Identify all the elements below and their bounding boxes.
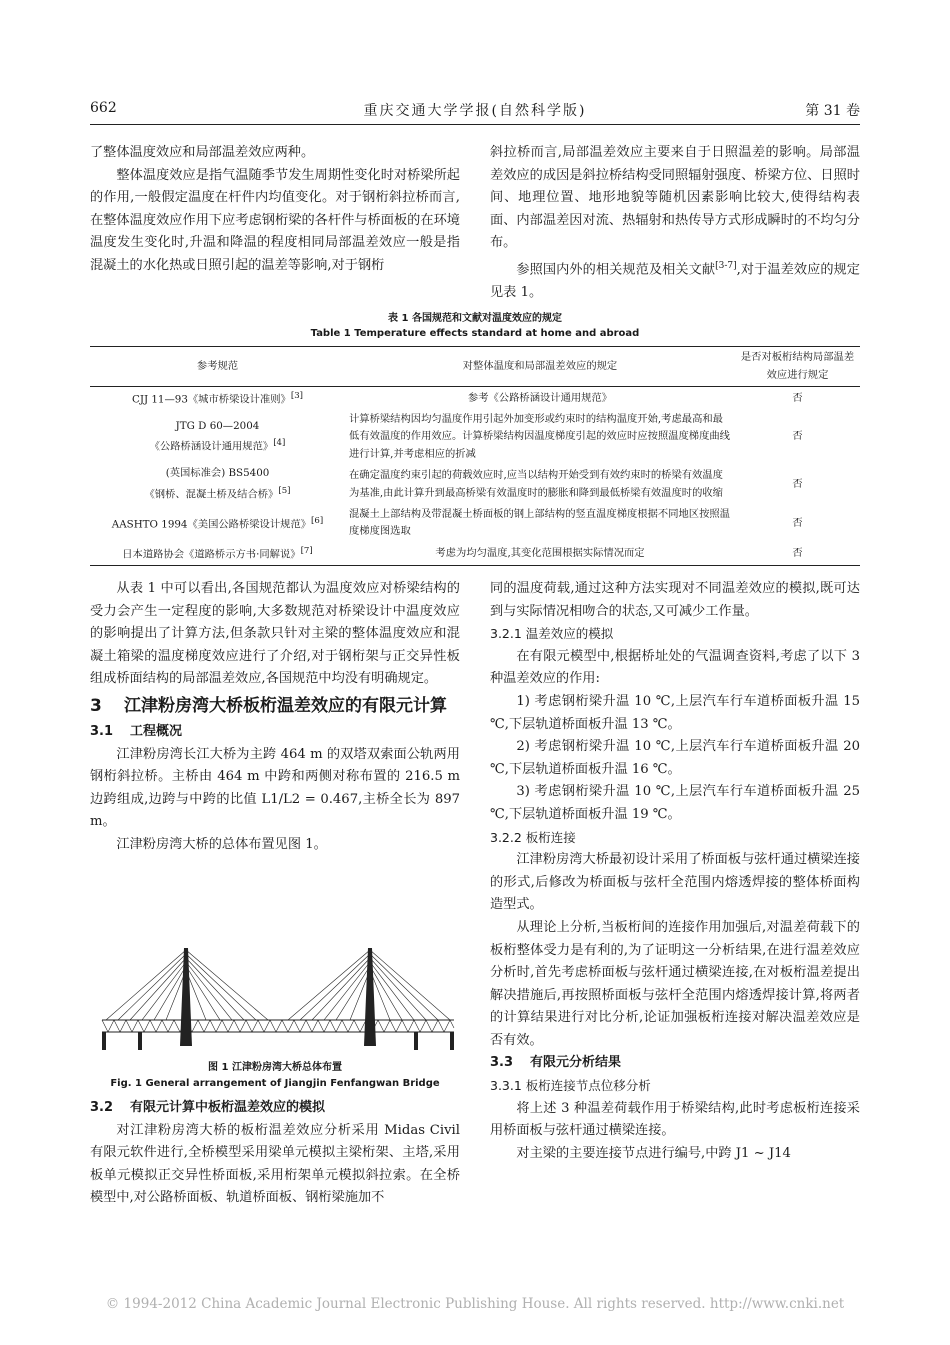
table-cell-flag: 否 <box>792 430 803 443</box>
citation: [4] <box>273 438 286 449</box>
table-cell-desc: 在确定温度约束引起的荷载效应时,应当以结构开始受到有效约束时的桥梁有效温度为基准,由此计算升到最高桥梁有效温度时的膨胀和降到最低桥梁有效温度时的收缩 <box>349 469 723 499</box>
journal-title: 重庆交通大学学报(自然科学版) <box>363 103 587 119</box>
code-text: 《公路桥涵设计通用规范》 <box>149 440 274 453</box>
table-caption-en: Table 1 Temperature effects standard at home and abroad <box>310 328 640 339</box>
section-number: 3.1 <box>90 723 114 739</box>
page-number: 662 <box>90 100 117 116</box>
table-caption-cn: 表 1 各国规范和文献对温度效应的规定 <box>388 313 562 324</box>
code-text: AASHTO 1994《美国公路桥梁设计规范》 <box>111 518 312 531</box>
table-cell-flag: 否 <box>792 516 803 529</box>
table-cell-code <box>90 464 345 504</box>
case-item: 3) 考虑钢桁梁升温 10 ℃,上层汽车行车道桥面板升温 25 ℃,下层轨道桥面板升温 19 ℃。 <box>490 784 860 822</box>
table-cell-code <box>90 542 345 565</box>
column-header: 是否对板桁结构局部温差效应进行规定 <box>735 347 860 387</box>
section-title: 江津粉房湾大桥板桁温差效应的有限元计算 <box>124 695 447 716</box>
column-header: 参考规范 <box>90 347 345 387</box>
copyright-footer: © 1994-2012 China Academic Journal Electronic Publishing House. All rights reserved. http://www.cnki.net <box>105 1296 845 1312</box>
paragraph: 斜拉桥而言,局部温差效应主要来自于日照温差的影响。局部温差效应的成因是斜拉桥结构受同照辐射强度、桥梁方位、日照时间、地理位置、地形地貌等随机因素影响比较大,使得结构表面、内部温差因对流、热辐射和热传导方式形成瞬时的不均匀分布。 <box>490 145 860 251</box>
table-cell-code <box>90 387 345 410</box>
running-header <box>90 100 860 125</box>
section-number: 3.2 <box>90 1100 114 1115</box>
left-column-top <box>90 142 460 278</box>
section-heading-3 <box>90 694 460 719</box>
subsection-heading-3-2 <box>90 1097 460 1120</box>
section-number: 3.3 <box>490 1055 514 1071</box>
left-column-bottom <box>90 578 460 857</box>
code-text: (英国标准会) BS5400 <box>165 467 270 480</box>
table-header-row <box>90 347 860 387</box>
paragraph: 从理论上分析,当板桁间的连接作用加强后,对温差荷载下的板桁整体受力是有利的,为了证明这一分析结果,在进行温差效应分析时,首先考虑桥面板与弦杆通过横梁连接,在对板桁温差提出解决措施后,再按照桥面板与弦杆全范围内熔透焊接计算,将两者的计算结果进行对比分析,论证加强板桁连接对解决温差效应是否有效。 <box>490 919 860 1048</box>
table-cell-flag: 否 <box>735 542 860 565</box>
paragraph: 在有限元模型中,根据桥址处的气温调查资料,考虑了以下 3 种温差效应的作用: <box>490 648 860 687</box>
bridge-figure <box>98 946 458 1056</box>
right-column-bottom <box>490 578 860 1165</box>
table-cell-code <box>90 505 345 542</box>
subsubsection-heading: 3.3.1 板桁连接节点位移分析 <box>490 1078 651 1094</box>
table-row <box>90 387 860 410</box>
paragraph: 同的温度荷载,通过这种方法实现对不同温差效应的模拟,既可达到与实际情况相吻合的状态,又可减少工作量。 <box>490 581 860 619</box>
case-item: 1) 考虑钢桁梁升温 10 ℃,上层汽车行车道桥面板升温 15 ℃,下层轨道桥面板升温 13 ℃。 <box>490 693 860 732</box>
paragraph <box>490 255 860 305</box>
paragraph: 了整体温度效应和局部温差效应两种。 <box>90 145 315 160</box>
figure-caption-cn: 图 1 江津粉房湾大桥总体布置 <box>208 1062 342 1073</box>
paragraph: 江津粉房湾长江大桥为主跨 464 m 的双塔双索面公轨两用钢桁斜拉桥。主桥由 464 m 中跨和两侧对称布置的 216.5 m 边跨组成,边跨与中跨的比值 L1/L2 = 0.467,主桥全长为 897 m。 <box>90 746 460 830</box>
text-span: 参照国内外的相关规范及相关文献 <box>516 262 716 278</box>
paragraph: 对主梁的主要连接节点进行编号,中跨 J1 ~ J14 <box>516 1145 791 1161</box>
citation: [3] <box>290 391 304 401</box>
table-cell-code <box>90 410 345 465</box>
citation: [3-7] <box>715 260 737 271</box>
table-cell-desc: 参考《公路桥涵设计通用规范》 <box>467 391 613 404</box>
paragraph: 整体温度效应是指气温随季节发生周期性变化时对桥梁所起的作用,一般假定温度在杆件内均值变化。对于钢桁斜拉桥而言,在整体温度效应作用下应考虑钢桁梁的各杆件与桥面板的在环境温度发生变化时,升温和降温的程度相同局部温差效应一般是指混凝土的水化热或日照引起的温差等影响,对于钢桁 <box>90 167 460 273</box>
table-cell-flag: 否 <box>792 477 803 490</box>
text-span: ,对于温差效应的规定见表 1。 <box>490 262 860 300</box>
volume-label: 第 31 卷 <box>805 103 860 119</box>
section-number: 3 <box>90 695 102 716</box>
case-item: 2) 考虑钢桁梁升温 10 ℃,上层汽车行车道桥面板升温 20 ℃,下层轨道桥面板升温 16 ℃。 <box>490 739 860 777</box>
paragraph: 对江津粉房湾大桥的板桁温差效应分析采用 Midas Civil 有限元软件进行,全桥模型采用梁单元模拟主梁桁架、主塔,采用板单元模拟正交异性桥面板,采用桁架单元模拟斜拉索。在全桥模型中,对公路桥面板、轨道桥面板、钢桁梁施加不 <box>90 1122 460 1206</box>
paragraph: 江津粉房湾大桥的总体布置见图 1。 <box>116 836 327 852</box>
section-title: 工程概况 <box>130 723 183 739</box>
table-row <box>90 464 860 504</box>
standards-table <box>90 346 860 566</box>
paragraph: 将上述 3 种温差荷载作用于桥梁结构,此时考虑板桁连接采用桥面板与弦杆通过横梁连接。 <box>490 1100 860 1139</box>
section-title: 有限元分析结果 <box>530 1055 622 1071</box>
table-row <box>90 542 860 565</box>
right-column-top <box>490 142 860 305</box>
table-row <box>90 410 860 465</box>
column-header: 对整体温度和局部温差效应的规定 <box>345 347 735 387</box>
subsubsection-heading: 3.2.2 板桁连接 <box>490 829 576 845</box>
paragraph: 从表 1 中可以看出,各国规范都认为温度效应对桥梁结构的受力会产生一定程度的影响,大多数规范对桥梁设计中温度效应的影响提出了计算方法,但条款只针对主梁的整体温度效应和混凝土箱梁的温度梯度效应进行了介绍,对于钢桁架与正交异性板组成桥面结构的局部温差效应,各国规范中均没有明确规定。 <box>90 581 460 687</box>
code-text: JTG D 60—2004 <box>175 419 260 432</box>
code-text: CJJ 11—93《城市桥梁设计准则》 <box>131 393 291 406</box>
subsection-heading-3-1 <box>90 721 460 744</box>
table-cell-desc: 考虑为均匀温度,其变化范围根据实际情况而定 <box>345 542 735 565</box>
table-cell-desc: 计算桥梁结构因均匀温度作用引起外加变形或约束时的结构温度开始,考虑最高和最低有效温度的作用效应。计算桥梁结构因温度梯度引起的效应时应按照温度梯度曲线进行计算,并考虑相应的折减 <box>349 412 730 460</box>
code-text: 日本道路协会《道路桥示方书·同解说》 <box>122 548 301 561</box>
citation: [5] <box>278 485 291 496</box>
subsubsection-heading: 3.2.1 温差效应的模拟 <box>490 626 614 642</box>
citation: [6] <box>311 515 324 526</box>
figure-caption-en: Fig. 1 General arrangement of Jiangjin Fenfangwan Bridge <box>110 1078 440 1089</box>
table-cell-flag: 否 <box>792 391 803 404</box>
section-title: 有限元计算中板桁温差效应的模拟 <box>130 1100 326 1115</box>
citation: [7] <box>300 545 313 556</box>
subsection-heading-3-3 <box>490 1052 860 1075</box>
table-cell-desc: 混凝土上部结构及带混凝土桥面板的钢上部结构的竖直温度梯度根据不同地区按照温度梯度图选取 <box>349 507 730 538</box>
code-text: 《钢桥、混凝土桥及结合桥》 <box>144 488 279 501</box>
paragraph: 江津粉房湾大桥最初设计采用了桥面板与弦杆通过横梁连接的形式,后修改为桥面板与弦杆全范围内熔透焊接的整体桥面构造型式。 <box>490 852 860 913</box>
table-row <box>90 505 860 542</box>
left-column-3-2 <box>90 1097 460 1210</box>
